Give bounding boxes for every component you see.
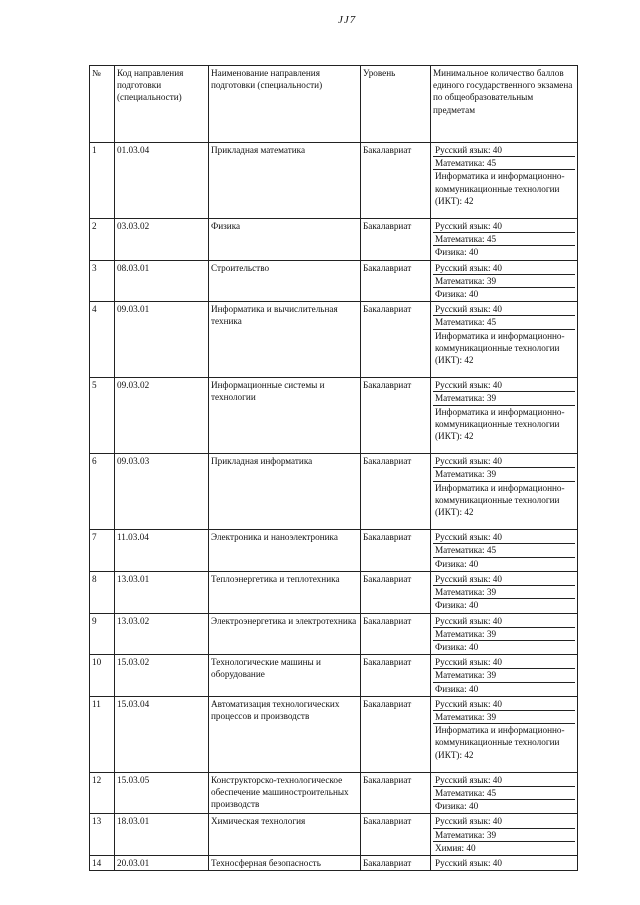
row-num: 14 <box>90 855 115 870</box>
table-header-row <box>90 66 578 143</box>
score-entry: Математика: 45 <box>433 787 575 800</box>
row-num: 6 <box>90 454 115 530</box>
score-entry: Математика: 39 <box>433 829 575 842</box>
table-row <box>90 260 578 302</box>
row-code: 08.03.01 <box>115 260 209 302</box>
table-row <box>90 378 578 454</box>
row-level: Бакалавриат <box>361 571 431 613</box>
row-num: 1 <box>90 143 115 219</box>
row-code: 13.03.02 <box>115 613 209 655</box>
score-entry: Математика: 45 <box>433 544 575 557</box>
row-scores <box>431 219 578 261</box>
row-num: 5 <box>90 378 115 454</box>
row-code: 09.03.03 <box>115 454 209 530</box>
row-level: Бакалавриат <box>361 260 431 302</box>
row-level: Бакалавриат <box>361 772 431 814</box>
score-entry: Русский язык: 40 <box>433 455 575 468</box>
header-code: Код направления подготовки (специальности) <box>115 66 209 143</box>
row-name: Строительство <box>209 260 361 302</box>
table-row <box>90 855 578 870</box>
score-entry: Информатика и информационно-коммуникационные технологии (ИКТ): 42 <box>435 406 565 442</box>
row-num: 2 <box>90 219 115 261</box>
row-num: 9 <box>90 613 115 655</box>
table-row <box>90 219 578 261</box>
row-level: Бакалавриат <box>361 855 431 870</box>
row-num: 11 <box>90 696 115 772</box>
score-entry: Русский язык: 40 <box>433 698 575 711</box>
row-code: 03.03.02 <box>115 219 209 261</box>
row-level: Бакалавриат <box>361 302 431 378</box>
row-scores <box>431 143 578 219</box>
row-name: Теплоэнергетика и теплотехника <box>209 571 361 613</box>
row-scores <box>431 772 578 814</box>
score-entry: Русский язык: 40 <box>433 656 575 669</box>
row-name: Технологические машины и оборудование <box>209 655 361 697</box>
table-row <box>90 302 578 378</box>
row-level: Бакалавриат <box>361 696 431 772</box>
score-entry: Математика: 45 <box>433 157 575 170</box>
row-num: 13 <box>90 814 115 856</box>
score-entry: Химия: 40 <box>435 842 476 853</box>
row-name: Физика <box>209 219 361 261</box>
score-entry: Физика: 40 <box>435 558 479 569</box>
score-entry: Русский язык: 40 <box>433 144 575 157</box>
header-num: № <box>90 66 115 143</box>
score-entry: Математика: 39 <box>433 628 575 641</box>
score-entry: Русский язык: 40 <box>433 531 575 544</box>
score-entry: Физика: 40 <box>435 600 479 611</box>
table-row <box>90 772 578 814</box>
row-name: Техносферная безопасность <box>209 855 361 870</box>
score-entry: Физика: 40 <box>435 801 479 812</box>
table-row <box>90 454 578 530</box>
row-num: 3 <box>90 260 115 302</box>
row-name: Прикладная информатика <box>209 454 361 530</box>
row-code: 09.03.01 <box>115 302 209 378</box>
row-code: 13.03.01 <box>115 571 209 613</box>
row-level: Бакалавриат <box>361 219 431 261</box>
page-number: JJ7 <box>338 14 357 26</box>
header-level: Уровень <box>361 66 431 143</box>
row-code: 11.03.04 <box>115 530 209 572</box>
row-scores <box>431 613 578 655</box>
row-level: Бакалавриат <box>361 814 431 856</box>
score-entry: Математика: 45 <box>433 316 575 329</box>
row-level: Бакалавриат <box>361 530 431 572</box>
table-row <box>90 530 578 572</box>
row-name: Конструкторско-технологическое обеспечение машиностроительных производств <box>209 772 361 814</box>
score-entry: Математика: 39 <box>433 392 575 405</box>
score-entry: Русский язык: 40 <box>433 774 575 787</box>
score-entry: Информатика и информационно-коммуникационные технологии (ИКТ): 42 <box>435 482 565 518</box>
score-entry: Физика: 40 <box>435 641 479 652</box>
row-code: 15.03.05 <box>115 772 209 814</box>
header-name: Наименование направления подготовки (специальности) <box>209 66 361 143</box>
score-entry: Физика: 40 <box>435 247 479 258</box>
score-entry: Русский язык: 40 <box>435 857 502 868</box>
score-entry: Русский язык: 40 <box>433 815 575 828</box>
row-scores <box>431 571 578 613</box>
score-entry: Физика: 40 <box>435 289 479 300</box>
row-name: Информационные системы и технологии <box>209 378 361 454</box>
row-scores <box>431 530 578 572</box>
row-scores <box>431 814 578 856</box>
row-scores <box>431 696 578 772</box>
row-num: 8 <box>90 571 115 613</box>
row-level: Бакалавриат <box>361 454 431 530</box>
row-scores <box>431 302 578 378</box>
table-row <box>90 814 578 856</box>
score-entry: Информатика и информационно-коммуникационные технологии (ИКТ): 42 <box>435 171 565 206</box>
table-row <box>90 696 578 772</box>
score-entry: Математика: 39 <box>433 275 575 288</box>
score-entry: Русский язык: 40 <box>433 262 575 275</box>
table-row <box>90 571 578 613</box>
score-entry: Математика: 45 <box>433 233 575 246</box>
row-num: 4 <box>90 302 115 378</box>
row-scores <box>431 378 578 454</box>
score-entry: Математика: 39 <box>433 586 575 599</box>
score-entry: Физика: 40 <box>435 683 479 694</box>
header-min-score: Минимальное количество баллов единого государственного экзамена по общеобразовательным предметам <box>431 66 578 143</box>
row-level: Бакалавриат <box>361 378 431 454</box>
row-name: Химическая технология <box>209 814 361 856</box>
row-code: 09.03.02 <box>115 378 209 454</box>
score-entry: Информатика и информационно-коммуникационные технологии (ИКТ): 42 <box>435 330 565 366</box>
row-name: Прикладная математика <box>209 143 361 219</box>
row-name: Электроника и наноэлектроника <box>209 530 361 572</box>
row-num: 10 <box>90 655 115 697</box>
score-entry: Русский язык: 40 <box>433 220 575 233</box>
score-entry: Математика: 39 <box>433 669 575 682</box>
row-level: Бакалавриат <box>361 655 431 697</box>
row-code: 18.03.01 <box>115 814 209 856</box>
score-entry: Русский язык: 40 <box>433 379 575 392</box>
row-level: Бакалавриат <box>361 143 431 219</box>
row-name: Электроэнергетика и электротехника <box>209 613 361 655</box>
row-scores <box>431 855 578 870</box>
row-code: 20.03.01 <box>115 855 209 870</box>
table-row <box>90 613 578 655</box>
score-entry: Информатика и информационно-коммуникационные технологии (ИКТ): 42 <box>435 725 565 760</box>
admission-scores-table <box>89 65 578 871</box>
score-entry: Русский язык: 40 <box>433 303 575 316</box>
table-body <box>90 143 578 871</box>
score-entry: Математика: 39 <box>433 711 575 724</box>
score-entry: Русский язык: 40 <box>433 573 575 586</box>
row-scores <box>431 454 578 530</box>
row-level: Бакалавриат <box>361 613 431 655</box>
score-entry: Русский язык: 40 <box>433 615 575 628</box>
row-scores <box>431 655 578 697</box>
row-num: 7 <box>90 530 115 572</box>
row-scores <box>431 260 578 302</box>
score-entry: Математика: 39 <box>433 468 575 481</box>
row-code: 15.03.02 <box>115 655 209 697</box>
row-name: Автоматизация технологических процессов и производств <box>209 696 361 772</box>
row-code: 15.03.04 <box>115 696 209 772</box>
row-code: 01.03.04 <box>115 143 209 219</box>
table-row <box>90 143 578 219</box>
row-num: 12 <box>90 772 115 814</box>
table-row <box>90 655 578 697</box>
row-name: Информатика и вычислительная техника <box>209 302 361 378</box>
